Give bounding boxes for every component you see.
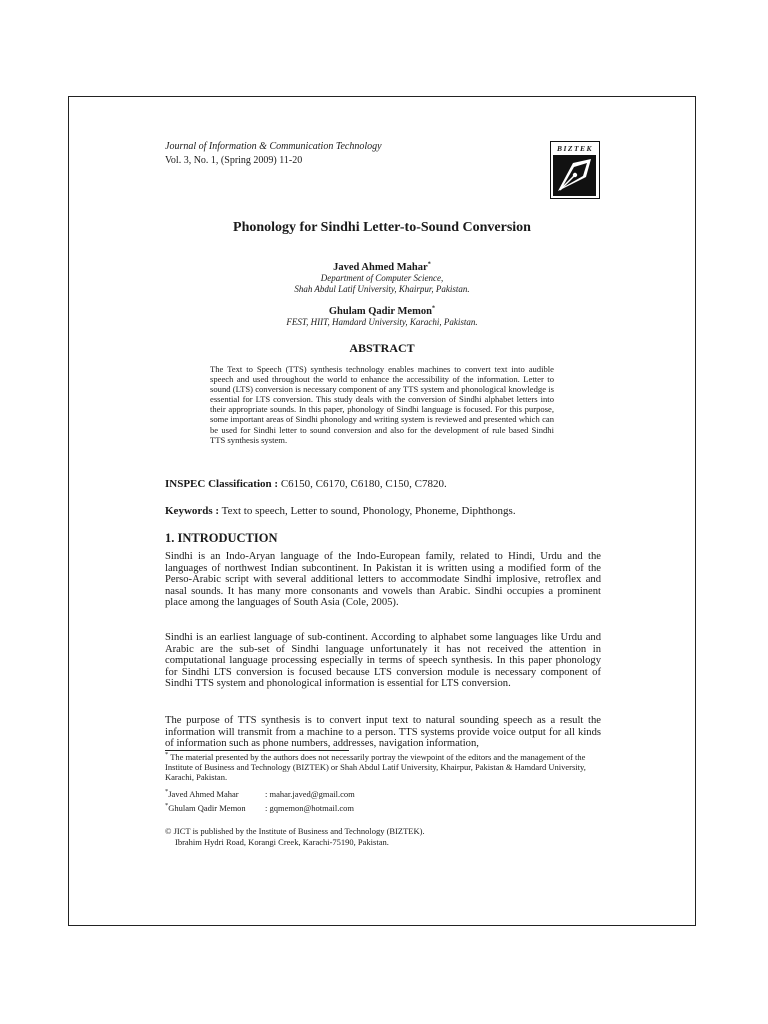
author-email-row: *Javed Ahmed Mahar : mahar.javed@gmail.com	[165, 788, 355, 799]
intro-paragraph: Sindhi is an Indo-Aryan language of the Indo-European family, related to Hindi, Urdu and the languages of northwest Indian subcontinent. In Pakistan it is written using a modified form of the Perso-Arabic script with several additional letters to accommodate Sindhi implosive, retroflex and nasal sounds. It has many more consonants and vowels than Arabic. Sindhi occupies a prominent place among the languages of South Asia (Cole, 2005).	[165, 551, 601, 609]
author-2	[100, 306, 664, 328]
footnote-disclaimer: * The material presented by the authors does not necessarily portray the viewpoint of the editors and the management of the Institute of Business and Technology (BIZTEK) or Shah Abdul Latif University, Khairpur, Pakistan & Hamdard University, Karachi, Pakistan.	[165, 751, 586, 783]
keywords-label: Keywords :	[165, 505, 220, 517]
author-1	[100, 262, 664, 295]
section-heading-introduction: 1. INTRODUCTION	[165, 531, 278, 545]
keywords-value: Text to speech, Letter to sound, Phonology, Phoneme, Diphthongs.	[219, 505, 516, 517]
author-affiliation: FEST, HIIT, Hamdard University, Karachi, Pakistan.	[286, 317, 478, 327]
intro-paragraph: Sindhi is an earliest language of sub-continent. According to alphabet some languages like Urdu and Arabic are the sub-set of Sindhi language unfortunately it has not received the attention in computational language processing especially in terms of speech synthesis. In this paper phonology for Sindhi LTS conversion is focused because LTS conversion module is necessary component of Sindhi TTS system and phonological information is essential for LTS conversion.	[165, 632, 601, 690]
copyright-notice: © JICT is published by the Institute of Business and Technology (BIZTEK). Ibrahim Hydri Road, Korangi Creek, Karachi-75190, Pakistan.	[165, 826, 425, 847]
keywords	[165, 505, 516, 517]
paper-title: Phonology for Sindhi Letter-to-Sound Conversion	[233, 220, 531, 235]
author-affiliation: Department of Computer Science,	[320, 273, 444, 283]
abstract-heading: ABSTRACT	[349, 341, 415, 355]
email-address[interactable]: : gqmemon@hotmail.com	[265, 803, 355, 813]
inspec-value: C6150, C6170, C6180, C150, C7820.	[278, 478, 447, 490]
logo-text: BIZTEK	[556, 144, 594, 153]
abstract-body: The Text to Speech (TTS) synthesis technology enables machines to convert text into audible speech and used throughout the world to enhance the accessibility of the information. Letter to sound (LTS) conversion is necessary component of any TTS system and phonological knowledge is essential for LTS conversion. This study deals with the conversion of Sindhi alphabet letters into their appropriate sounds. In this paper, phonology of Sindhi language is focused. For this purpose, some important areas of Sindhi phonology and writing system is reviewed and presented which can be used for Sindhi letter to sound conversion and also for the development of rule based Sindhi TTS synthesis system.	[210, 364, 554, 445]
intro-paragraph: The purpose of TTS synthesis is to convert input text to natural sounding speech as a result the information will transmit from a machine to a person. TTS systems provide voice output for all kinds of information such as phone numbers, addresses, navigation information,	[165, 715, 601, 750]
author-email-row: *Ghulam Qadir Memon : gqmemon@hotmail.com	[165, 802, 355, 813]
inspec-classification	[165, 478, 447, 490]
inspec-label: INSPEC Classification :	[165, 478, 279, 490]
biztek-logo	[550, 141, 600, 199]
email-address[interactable]: : mahar.javed@gmail.com	[265, 789, 355, 799]
journal-volume: Vol. 3, No. 1, (Spring 2009) 11-20	[165, 155, 303, 166]
footnote-rule	[165, 750, 349, 751]
journal-name: Journal of Information & Communication Technology	[165, 141, 382, 152]
author-affiliation: Shah Abdul Latif University, Khairpur, Pakistan.	[294, 284, 470, 294]
author-name: Javed Ahmed Mahar*	[333, 260, 431, 273]
author-name: Ghulam Qadir Memon*	[328, 304, 436, 317]
logo-emblem-icon	[553, 155, 596, 196]
copyright-icon: ©	[165, 826, 172, 836]
